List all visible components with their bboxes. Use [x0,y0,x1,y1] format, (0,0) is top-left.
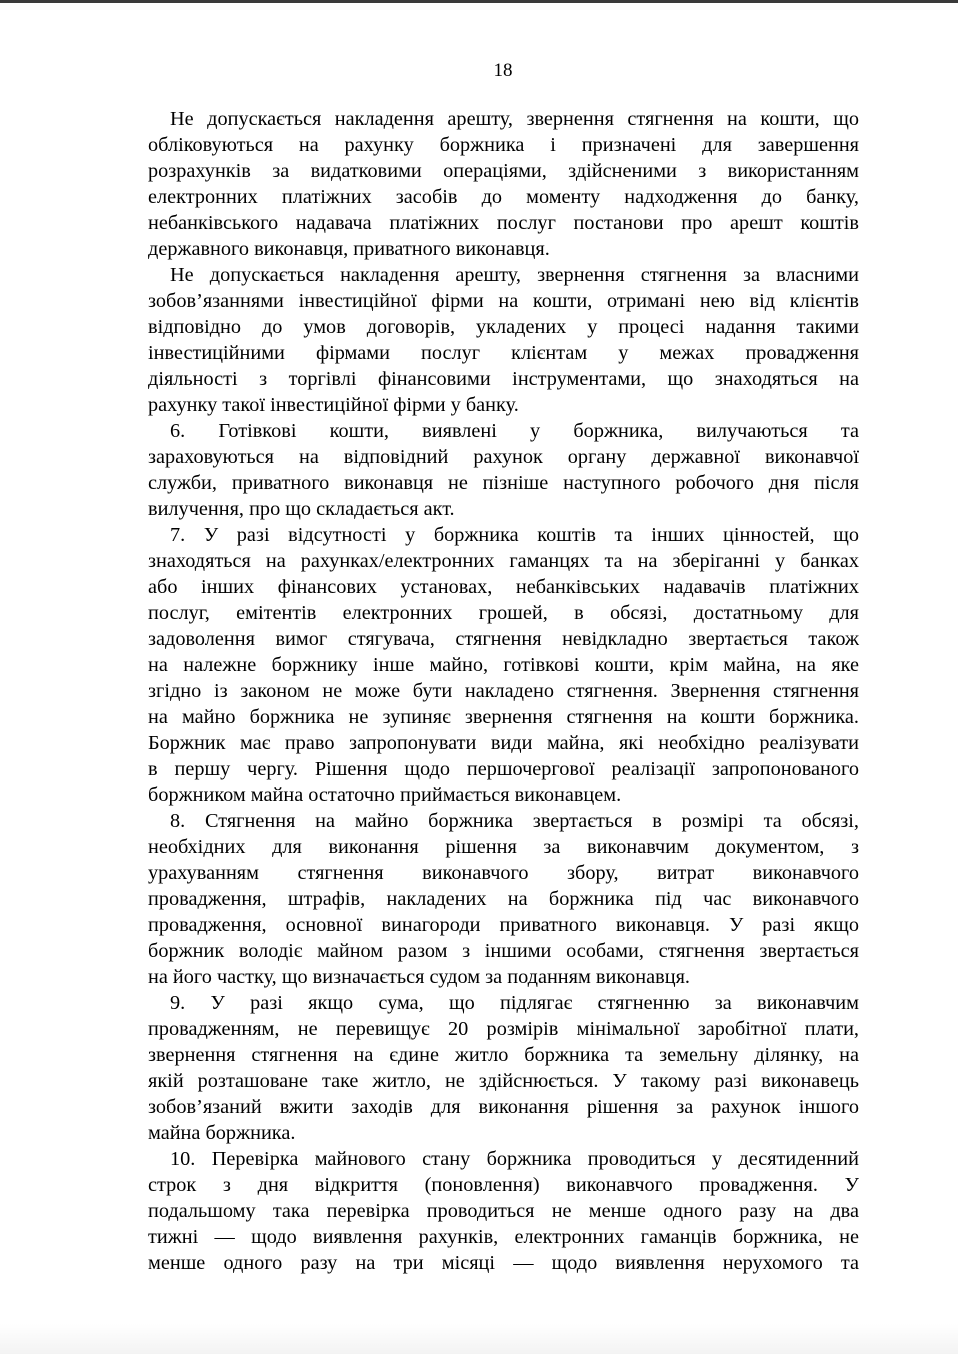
text-line: послуг, емітентів електронних грошей, в обсязі, достатньому для [148,602,859,624]
text-line: небанківського надавача платіжних послуг постанови про арешт коштів [148,212,859,234]
text-line: в першу чергу. Рішення щодо першочергової реалізації запропонованого [148,758,859,780]
text-line: подальшому така перевірка проводиться не менше одного разу на два [148,1200,859,1222]
page-bottom-edge [0,1324,958,1354]
text-line: зобов’язаннями інвестиційної фірми на кошти, отримані нею від клієнтів [148,290,859,312]
text-line: боржник володіє майном разом з іншими особами, стягнення звертається [148,940,859,962]
text-line: електронних платіжних засобів до моменту надходження до банку, [148,186,859,208]
paragraph [148,418,859,522]
window-top-border [0,0,958,3]
text-line: знаходяться на рахунках/електронних гаманцях та на зберіганні у банках [148,550,859,572]
text-line: тижні — щодо виявлення рахунків, електронних гаманців боржника, не [148,1226,859,1248]
text-line: відповідно до умов договорів, укладених у процесі надання такими [148,316,859,338]
text-line: на належне боржнику інше майно, готівкові кошти, крім майна, на яке [148,654,859,676]
text-line: 6. Готівкові кошти, виявлені у боржника, вилучаються та [170,420,859,442]
text-line: задоволення вимог стягувача, стягнення невідкладно звертається також [148,628,859,650]
text-line: звернення стягнення на єдине житло боржника та земельну ділянку, на [148,1044,859,1066]
text-line: Боржник має право запропонувати види майна, які необхідно реалізувати [148,732,859,754]
text-line: зараховуються на відповідний рахунок органу державної виконавчої [148,446,859,468]
paragraph [148,1146,859,1276]
text-line: Не допускається накладення арешту, звернення стягнення за власними [170,264,859,286]
text-line: Не допускається накладення арешту, звернення стягнення на кошти, що [170,108,859,130]
text-line: служби, приватного виконавця не пізніше наступного робочого дня після [148,472,859,494]
text-line: якій розташоване таке житло, не здійснюється. У такому разі виконавець [148,1070,859,1092]
text-line: зобов’язаний вжити заходів для виконання рішення за рахунок іншого [148,1096,859,1118]
text-line: 8. Стягнення на майно боржника звертається в розмірі та обсязі, [170,810,859,832]
text-line: або інших фінансових установах, небанківських надавачів платіжних [148,576,859,598]
text-line: обліковуються на рахунку боржника і призначені для завершення [148,134,859,156]
text-line: діяльності з торгівлі фінансовими інструментами, що знаходяться на [148,368,859,390]
text-line: згідно із законом не може бути накладено стягнення. Звернення стягнення [148,680,859,702]
paragraph [148,522,859,808]
text-line: державного виконавця, приватного виконавця. [148,238,550,260]
text-line: на його частку, що визначається судом за поданням виконавця. [148,966,690,988]
text-line: рахунку такої інвестиційної фірми у банку. [148,394,519,416]
text-line: на майно боржника не зупиняє звернення стягнення на кошти боржника. [148,706,859,728]
text-line: провадження, штрафів, накладених на боржника під час виконавчого [148,888,859,910]
text-line: провадженням, не перевищує 20 розмірів мінімальної заробітної плати, [148,1018,859,1040]
paragraph [148,808,859,990]
paragraph [148,262,859,418]
document-body [148,106,859,1276]
text-line: майна боржника. [148,1122,296,1144]
text-line: розрахунків за видатковими операціями, здійсненими з використанням [148,160,859,182]
text-line: строк з дня відкриття (поновлення) виконавчого провадження. У [148,1174,859,1196]
text-line: інвестиційними фірмами послуг клієнтам у межах провадження [148,342,859,364]
text-line: необхідних для виконання рішення за виконавчим документом, з [148,836,859,858]
paragraph [148,990,859,1146]
paragraph [148,106,859,262]
text-line: боржником майна остаточно приймається виконавцем. [148,784,622,806]
text-line: 9. У разі якщо сума, що підлягає стягненню за виконавчим [170,992,859,1014]
text-line: урахуванням стягнення виконавчого збору, витрат виконавчого [148,862,859,884]
page-number: 18 [493,60,513,81]
text-line: провадження, основної винагороди приватного виконавця. У разі якщо [148,914,859,936]
text-line: 10. Перевірка майнового стану боржника проводиться у десятиденний [170,1148,859,1170]
text-line: вилучення, про що складається акт. [148,498,455,520]
text-line: менше одного разу на три місяці — щодо виявлення нерухомого та [148,1252,859,1274]
text-line: 7. У разі відсутності у боржника коштів та інших цінностей, що [170,524,859,546]
